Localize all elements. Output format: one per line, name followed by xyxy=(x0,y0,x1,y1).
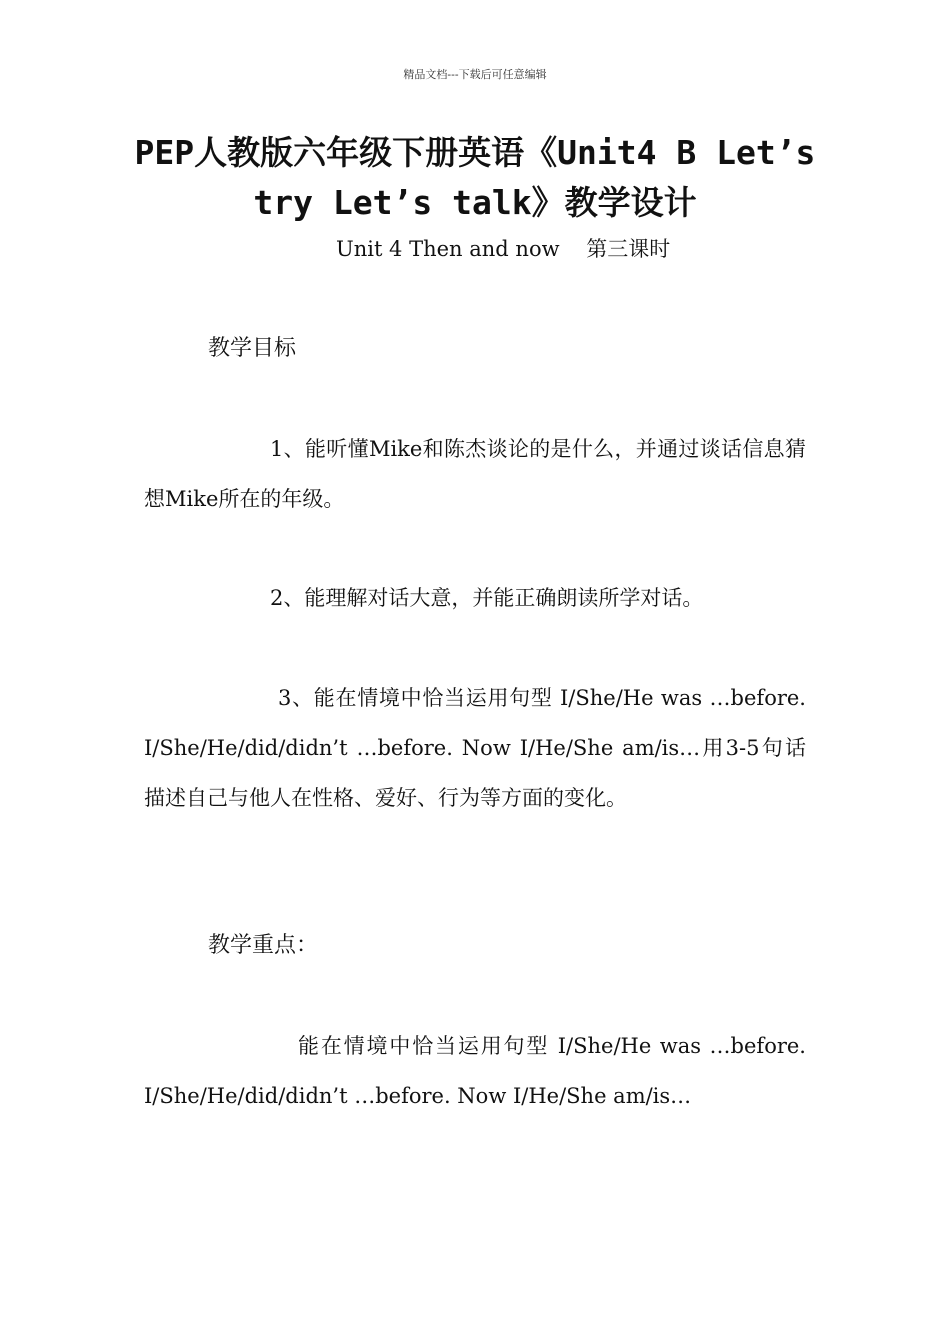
key-point-item: 能在情境中恰当运用句型 I/She/He was …before. I/She/He/did/didn’t …before. Now I/He/She am/is… xyxy=(144,1034,806,1108)
objective-item: 3、能在情境中恰当运用句型 I/She/He was …before. I/She/He/did/didn’t …before. Now I/He/She am/is…用3-5句话描述自己与他人在性格、爱好、行为等方面的变化。 xyxy=(144,686,806,810)
header-note: 精品文档---下载后可任意编辑 xyxy=(403,68,547,81)
objectives-heading: 教学目标 xyxy=(208,336,297,361)
objective-item: 2、能理解对话大意，并能正确朗读所学对话。 xyxy=(270,586,704,610)
document-subtitle: Unit 4 Then and now 第三课时 xyxy=(336,237,671,261)
objective-item: 1、能听懂Mike和陈杰谈论的是什么，并通过谈话信息猜想Mike所在的年级。 xyxy=(144,437,806,511)
key-points-heading: 教学重点： xyxy=(208,933,319,958)
document-title: PEP人教版六年级下册英语《Unit4 B Let’s try Let’s talk》教学设计 xyxy=(134,133,816,222)
